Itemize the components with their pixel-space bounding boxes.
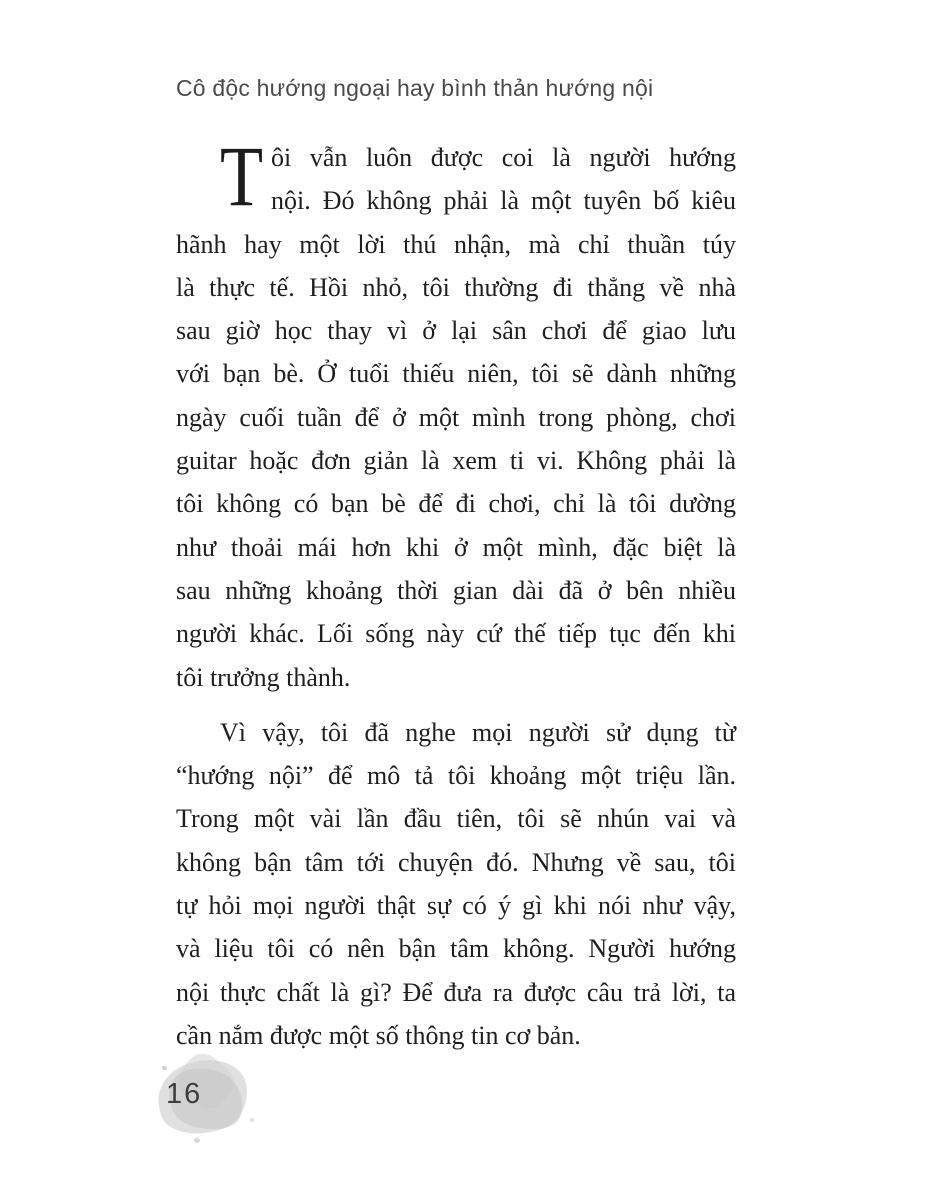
body-text [176, 128, 736, 1057]
ink-speck [161, 1065, 167, 1071]
page-number-area [150, 1058, 265, 1150]
text-line: với bạn bè. Ở tuổi thiếu niên, tôi sẽ dành những [176, 359, 736, 389]
text-line: cần nắm được một số thông tin cơ bản. [176, 1020, 581, 1050]
dropcap-lines [271, 136, 736, 223]
text-line: không bận tâm tới chuyện đó. Nhưng về sau, tôi [176, 847, 736, 877]
text-line: tôi không có bạn bè để đi chơi, chỉ là tôi dường [176, 489, 736, 519]
text-line: nội thực chất là gì? Để đưa ra được câu trả lời, ta [176, 977, 736, 1007]
text-line: guitar hoặc đơn giản là xem ti vi. Không phải là [176, 446, 736, 476]
text-line: tôi trưởng thành. [176, 662, 351, 692]
text-line: ngày cuối tuần để ở một mình trong phòng, chơi [176, 402, 736, 432]
text-line: tự hỏi mọi người thật sự có ý gì khi nói như vậy, [176, 891, 736, 921]
text-line: Vì vậy, tôi đã nghe mọi người sử dụng từ [220, 717, 736, 747]
text-line: như thoải mái hơn khi ở một mình, đặc biệt là [176, 532, 736, 562]
paragraph-1 [176, 128, 736, 699]
text-line: ôi vẫn luôn được coi là người hướng [271, 143, 736, 172]
page-number: 16 [166, 1078, 203, 1110]
running-header: Cô độc hướng ngoại hay bình thản hướng nội [176, 75, 654, 101]
text-line: là thực tế. Hồi nhỏ, tôi thường đi thẳng về nhà [176, 272, 736, 302]
text-line: “hướng nội” để mô tả tôi khoảng một triệu lần. [176, 761, 736, 791]
text-line: người khác. Lối sống này cứ thế tiếp tục đến khi [176, 619, 736, 649]
paragraph-2 [176, 711, 736, 1057]
text-line: sau giờ học thay vì ở lại sân chơi để giao lưu [176, 316, 736, 346]
drop-cap-letter: T [220, 128, 264, 224]
text-line: và liệu tôi có nên bận tâm không. Người hướng [176, 934, 736, 964]
text-line: hãnh hay một lời thú nhận, mà chỉ thuần túy [176, 229, 736, 259]
dropcap-row [176, 128, 736, 224]
ink-speck [194, 1138, 200, 1143]
text-line: Trong một vài lần đầu tiên, tôi sẽ nhún vai và [176, 804, 736, 834]
ink-speck [250, 1118, 254, 1122]
text-line: nội. Đó không phải là một tuyên bố kiêu [271, 186, 736, 216]
text-line: sau những khoảng thời gian dài đã ở bên nhiều [176, 575, 736, 605]
